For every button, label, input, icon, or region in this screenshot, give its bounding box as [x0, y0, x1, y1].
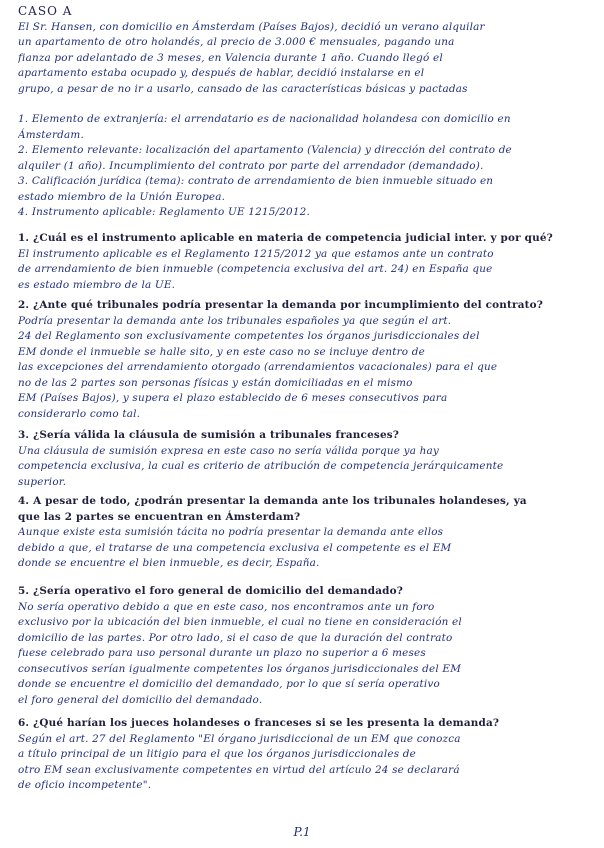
question-heading: 5. ¿Sería operativo el foro general de domicilio del demandado?: [18, 585, 404, 597]
case-header: [18, 4, 590, 97]
question-heading-continued: que las 2 partes se encuentran en Ámsterdam?: [18, 510, 301, 523]
point-line: Ámsterdam.: [18, 128, 84, 141]
answer-line: 24 del Reglamento son exclusivamente competentes los órganos jurisdiccionales del: [18, 330, 480, 342]
page-number: P.1: [293, 825, 311, 839]
answer-line: de arrendamiento de bien inmueble (competencia exclusiva del art. 24) en España que: [18, 263, 493, 275]
question-1: [18, 231, 590, 293]
answer-line: Aunque existe esta sumisión tácita no podría presentar la demanda ante ellos: [18, 526, 444, 538]
answer-line: no de las 2 partes son personas físicas y están domiciliadas en el mismo: [18, 376, 413, 389]
question-2: [18, 298, 590, 422]
question-heading: 4. A pesar de todo, ¿podrán presentar la demanda ante los tribunales holandeses, ya: [18, 495, 527, 507]
answer-line: donde se encuentre el domicilio del demandado, por lo que sí sería operativo: [18, 678, 440, 690]
answer-line: No sería operativo debido a que en este caso, nos encontramos ante un foro: [18, 600, 435, 613]
answer-line: Podría presentar la demanda ante los tribunales españoles ya que según el art.: [18, 314, 452, 327]
answer-line: el foro general del domicilio del demandado.: [18, 693, 263, 706]
question-heading: 3. ¿Sería válida la cláusula de sumisión a tribunales franceses?: [18, 429, 400, 441]
answer-line: EM donde el inmueble se halle sito, y en este caso no se incluye dentro de: [18, 345, 425, 358]
point-line: 2. Elemento relevante: localización del apartamento (Valencia) y dirección del contrato de: [18, 144, 512, 156]
answer-line: domicilio de las partes. Por otro lado, si el caso de que la duración del contrato: [18, 631, 453, 644]
intro-line: grupo, a pesar de no ir a usarlo, cansado de las características básicas y pactadas: [18, 82, 468, 95]
analysis-points: [18, 112, 590, 221]
answer-line: de oficio incompetente".: [18, 779, 152, 791]
point-line: 1. Elemento de extranjería: el arrendatario es de nacionalidad holandesa con domicilio en: [18, 113, 511, 125]
answer-line: competencia exclusiva, la cual es criterio de atribución de competencia jerárquicamente: [18, 460, 504, 472]
answer-line: a título principal de un litigio para el que los órganos jurisdiccionales de: [18, 748, 416, 760]
answer-line: superior.: [18, 475, 67, 488]
answer-line: debido a que, el tratarse de una competencia exclusiva el competente es el EM: [18, 541, 452, 554]
intro-line: un apartamento de otro holandés, al precio de 3.000 € mensuales, pagando una: [18, 36, 455, 48]
question-heading: 6. ¿Qué harían los jueces holandeses o franceses si se les presenta la demanda?: [18, 717, 500, 729]
intro-line: El Sr. Hansen, con domicilio en Ámsterdam (Países Bajos), decidió un verano alquilar: [18, 20, 485, 33]
point-line: 4. Instrumento aplicable: Reglamento UE 1215/2012.: [18, 206, 310, 218]
question-heading: 1. ¿Cuál es el instrumento aplicable en materia de competencia judicial inter. y por qué?: [18, 232, 553, 244]
question-5: [18, 584, 590, 708]
answer-line: EM (Países Bajos), y supera el plazo establecido de 6 meses consecutivos para: [18, 392, 448, 404]
question-3: [18, 428, 590, 490]
answer-line: consecutivos serían igualmente competentes los órganos jurisdiccionales del EM: [18, 662, 462, 675]
point-line: 3. Calificación jurídica (tema): contrato de arrendamiento de bien inmueble situado en: [18, 175, 494, 187]
answer-line: exclusivo por la ubicación del bien inmueble, el cual no tiene en consideración el: [18, 616, 462, 628]
answer-line: otro EM sean exclusivamente competentes en virtud del artículo 24 se declarará: [18, 763, 460, 776]
question-4: [18, 494, 590, 572]
answer-line: El instrumento aplicable es el Reglamento 1215/2012 ya que estamos ante un contrato: [18, 247, 494, 260]
answer-line: las excepciones del arrendamiento otorgado (arrendamientos vacacionales) para el que: [18, 361, 498, 373]
answer-line: donde se encuentre el bien inmueble, es decir, España.: [18, 557, 320, 569]
answer-line: Una cláusula de sumisión expresa en este caso no sería válida porque ya hay: [18, 444, 439, 457]
point-line: estado miembro de la Unión Europea.: [18, 190, 226, 203]
intro-line: apartamento estaba ocupado y, después de hablar, decidió instalarse en el: [18, 67, 425, 79]
intro-line: fianza por adelantado de 3 meses, en Valencia durante 1 año. Cuando llegó el: [18, 51, 443, 64]
answer-line: considerarlo como tal.: [18, 407, 141, 420]
answer-line: Según el art. 27 del Reglamento "El órgano jurisdiccional de un EM que conozca: [18, 732, 461, 745]
answer-line: fuese celebrado para uso personal durante un plazo no superior a 6 meses: [18, 647, 426, 659]
question-6: [18, 716, 590, 794]
case-title: CASO A: [18, 4, 73, 18]
answer-line: es estado miembro de la UE.: [18, 278, 176, 291]
question-heading: 2. ¿Ante qué tribunales podría presentar la demanda por incumplimiento del contrato?: [18, 299, 544, 311]
point-line: alquiler (1 año). Incumplimiento del contrato por parte del arrendador (demandado).: [18, 159, 484, 172]
